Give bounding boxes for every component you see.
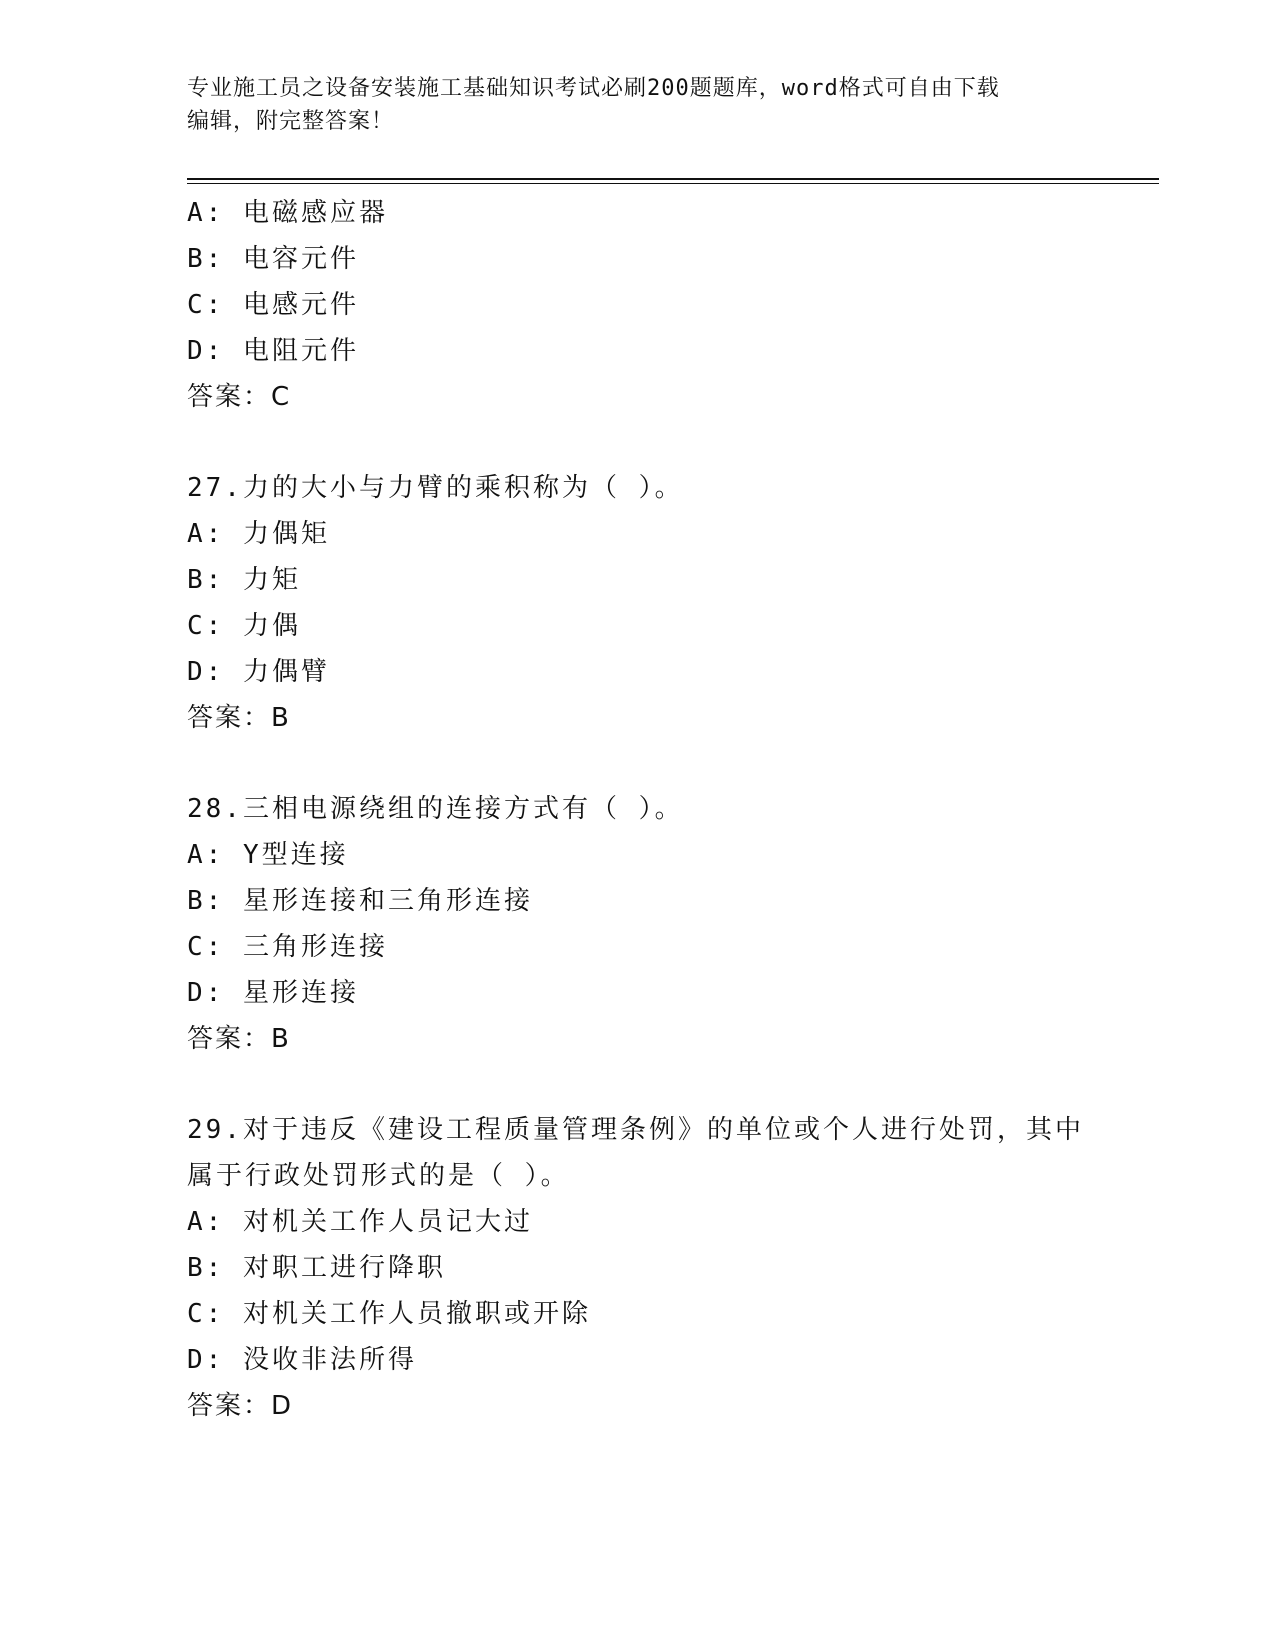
answer-line: 答案：D (187, 1391, 294, 1421)
question-stem: 28.三相电源绕组的连接方式有（ ）。 (187, 794, 684, 824)
option-d: D: 星形连接 (187, 978, 359, 1008)
question-stem-line-2: 属于行政处罚形式的是（ ）。 (187, 1161, 570, 1191)
option-b: B: 对职工进行降职 (187, 1253, 446, 1283)
question-stem: 27.力的大小与力臂的乘积称为（ ）。 (187, 473, 684, 503)
option-d: D: 没收非法所得 (187, 1345, 417, 1375)
question-block-27 (187, 465, 1087, 741)
question-list (187, 190, 1087, 1429)
option-c: C: 三角形连接 (187, 932, 388, 962)
question-block-26 (187, 190, 1087, 420)
answer-line: 答案：B (187, 1024, 291, 1054)
answer-line: 答案：C (187, 382, 292, 412)
option-c: C: 对机关工作人员撤职或开除 (187, 1299, 591, 1329)
header-divider-thin (187, 183, 1159, 184)
question-stem-line-1: 29.对于违反《建设工程质量管理条例》的单位或个人进行处罚，其中 (187, 1115, 1084, 1145)
question-block-29 (187, 1107, 1087, 1429)
header-divider-thick (187, 178, 1159, 180)
option-c: C: 力偶 (187, 611, 301, 641)
question-stem (187, 1107, 1087, 1199)
document-header (187, 72, 1087, 138)
option-d: D: 电阻元件 (187, 336, 359, 366)
option-b: B: 星形连接和三角形连接 (187, 886, 533, 916)
option-a: A: Y型连接 (187, 840, 349, 870)
option-a: A: 对机关工作人员记大过 (187, 1207, 533, 1237)
option-b: B: 力矩 (187, 565, 301, 595)
option-d: D: 力偶臂 (187, 657, 330, 687)
answer-line: 答案：B (187, 703, 291, 733)
header-title-line-2: 编辑，附完整答案！ (187, 109, 395, 134)
question-block-28 (187, 786, 1087, 1062)
option-a: A: 力偶矩 (187, 519, 330, 549)
option-b: B: 电容元件 (187, 244, 359, 274)
option-c: C: 电感元件 (187, 290, 359, 320)
option-a: A: 电磁感应器 (187, 198, 388, 228)
header-title-line-1: 专业施工员之设备安装施工基础知识考试必刷200题题库，word格式可自由下载 (187, 76, 1000, 101)
